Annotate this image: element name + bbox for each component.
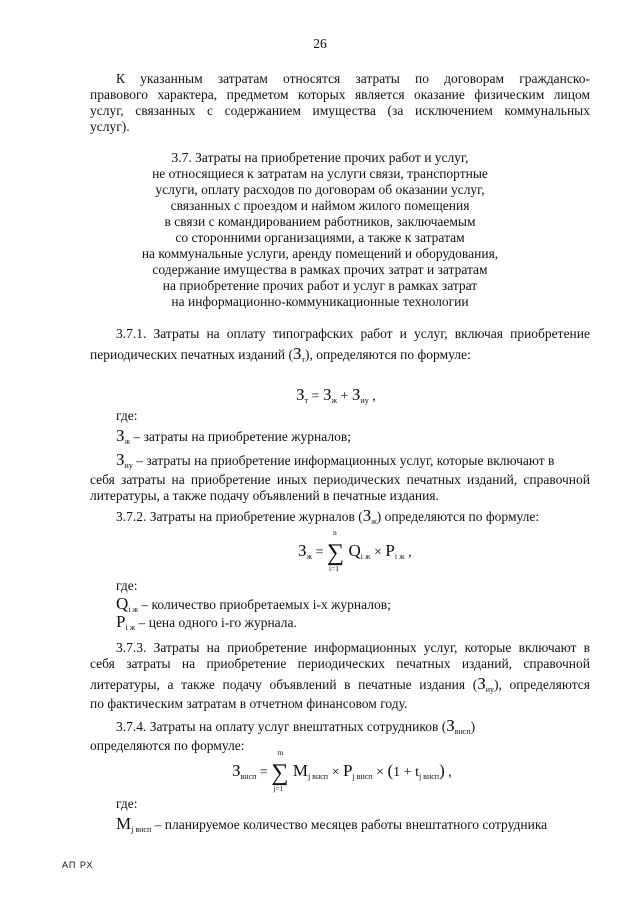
where-label-1: где:: [116, 408, 138, 423]
footer-code: АП РХ: [62, 860, 94, 870]
heading-line-2: не относящиеся к затратам на услуги связи, транспортные: [152, 166, 488, 181]
heading-line-6: со сторонними организациями, а также к затратам: [175, 230, 465, 245]
def-iu-line-1: $З_{иу}$ – затраты на приобретение информационных услуг, которые включают в: [116, 450, 555, 470]
intro-line-1: К указанным затратам относятся затраты по договорам гражданско-: [116, 71, 590, 86]
def-iu-line-2: себя затраты на приобретение иных периодических печатных изданий, справочной: [90, 472, 590, 487]
p373-line-3: литературы, а также подачу объявлений в печатные издания $(З_{иу})$, определяются: [90, 674, 590, 694]
p373-line-4: по фактическим затратам в отчетном финансовом году.: [90, 696, 408, 711]
where-label-3: где:: [116, 796, 138, 811]
intro-line-3: услуг, связанных с содержанием имущества (за исключением коммунальных: [90, 103, 590, 118]
formula-typography: $З_т = З_ж + З_{иу}$ ,: [296, 385, 376, 405]
intro-line-4: услуг).: [90, 119, 130, 134]
heading-line-7: на коммунальные услуги, аренду помещений и оборудования,: [141, 246, 499, 261]
def-iu-line-3: литературы, а также подачу объявлений в печатные издания.: [90, 488, 439, 503]
heading-line-3: услуги, оплату расходов по договорам об оказании услуг,: [155, 182, 485, 197]
formula-journals: $З_ж$ = n ∑ i=1 $Q_{i ж} \times P_{i ж}$ ,: [298, 528, 412, 573]
heading-line-1: 3.7. Затраты на приобретение прочих работ и услуг,: [171, 150, 469, 165]
p374-line-2: определяются по формуле:: [90, 738, 245, 753]
p374-line-1: 3.7.4. Затраты на оплату услуг внештатных сотрудников $(З_{внсп})$: [116, 716, 476, 736]
p373-line-1: 3.7.3. Затраты на приобретение информационных услуг, которые включают в: [116, 640, 590, 655]
heading-line-8: содержание имущества в рамках прочих затрат и затратам: [152, 262, 488, 277]
intro-line-2: правового характера, предметом которых является оказание физическим лицом: [90, 87, 590, 102]
def-m: $M_{j внсп}$ – планируемое количество месяцев работы внештатного сотрудника: [116, 814, 548, 834]
def-zh: $З_ж$ – затраты на приобретение журналов;: [116, 426, 351, 446]
where-label-2: где:: [116, 578, 138, 593]
heading-line-9: на приобретение прочих работ и услуг в рамках затрат: [162, 278, 478, 293]
p372-line: 3.7.2. Затраты на приобретение журналов $(З_ж)$ определяются по формуле:: [116, 506, 540, 526]
page-number: 26: [313, 36, 327, 51]
p373-line-2: себя затраты на приобретение периодических печатных изданий, справочной: [90, 656, 590, 671]
heading-line-5: в связи с командированием работников, заключаемым: [164, 214, 476, 229]
formula-freelancers: $З_{внсп}$ = m ∑ j=1 $M_{j внсп} \times P_{j внсп} \times (1 + t_{j внсп})$ ,: [232, 748, 452, 793]
def-q: $Q_{i ж}$ – количество приобретаемых i-х журналов;: [116, 594, 391, 614]
heading-line-4: связанных с проездом и наймом жилого помещения: [170, 198, 470, 213]
p371-line-2: периодических печатных изданий $(З_т)$, определяются по формуле:: [90, 344, 471, 364]
def-p: $P_{i ж}$ – цена одного i-го журнала.: [116, 612, 297, 632]
heading-line-10: на информационно-коммуникационные технологии: [171, 294, 469, 309]
p371-line-1: 3.7.1. Затраты на оплату типографских работ и услуг, включая приобретение: [116, 326, 590, 341]
